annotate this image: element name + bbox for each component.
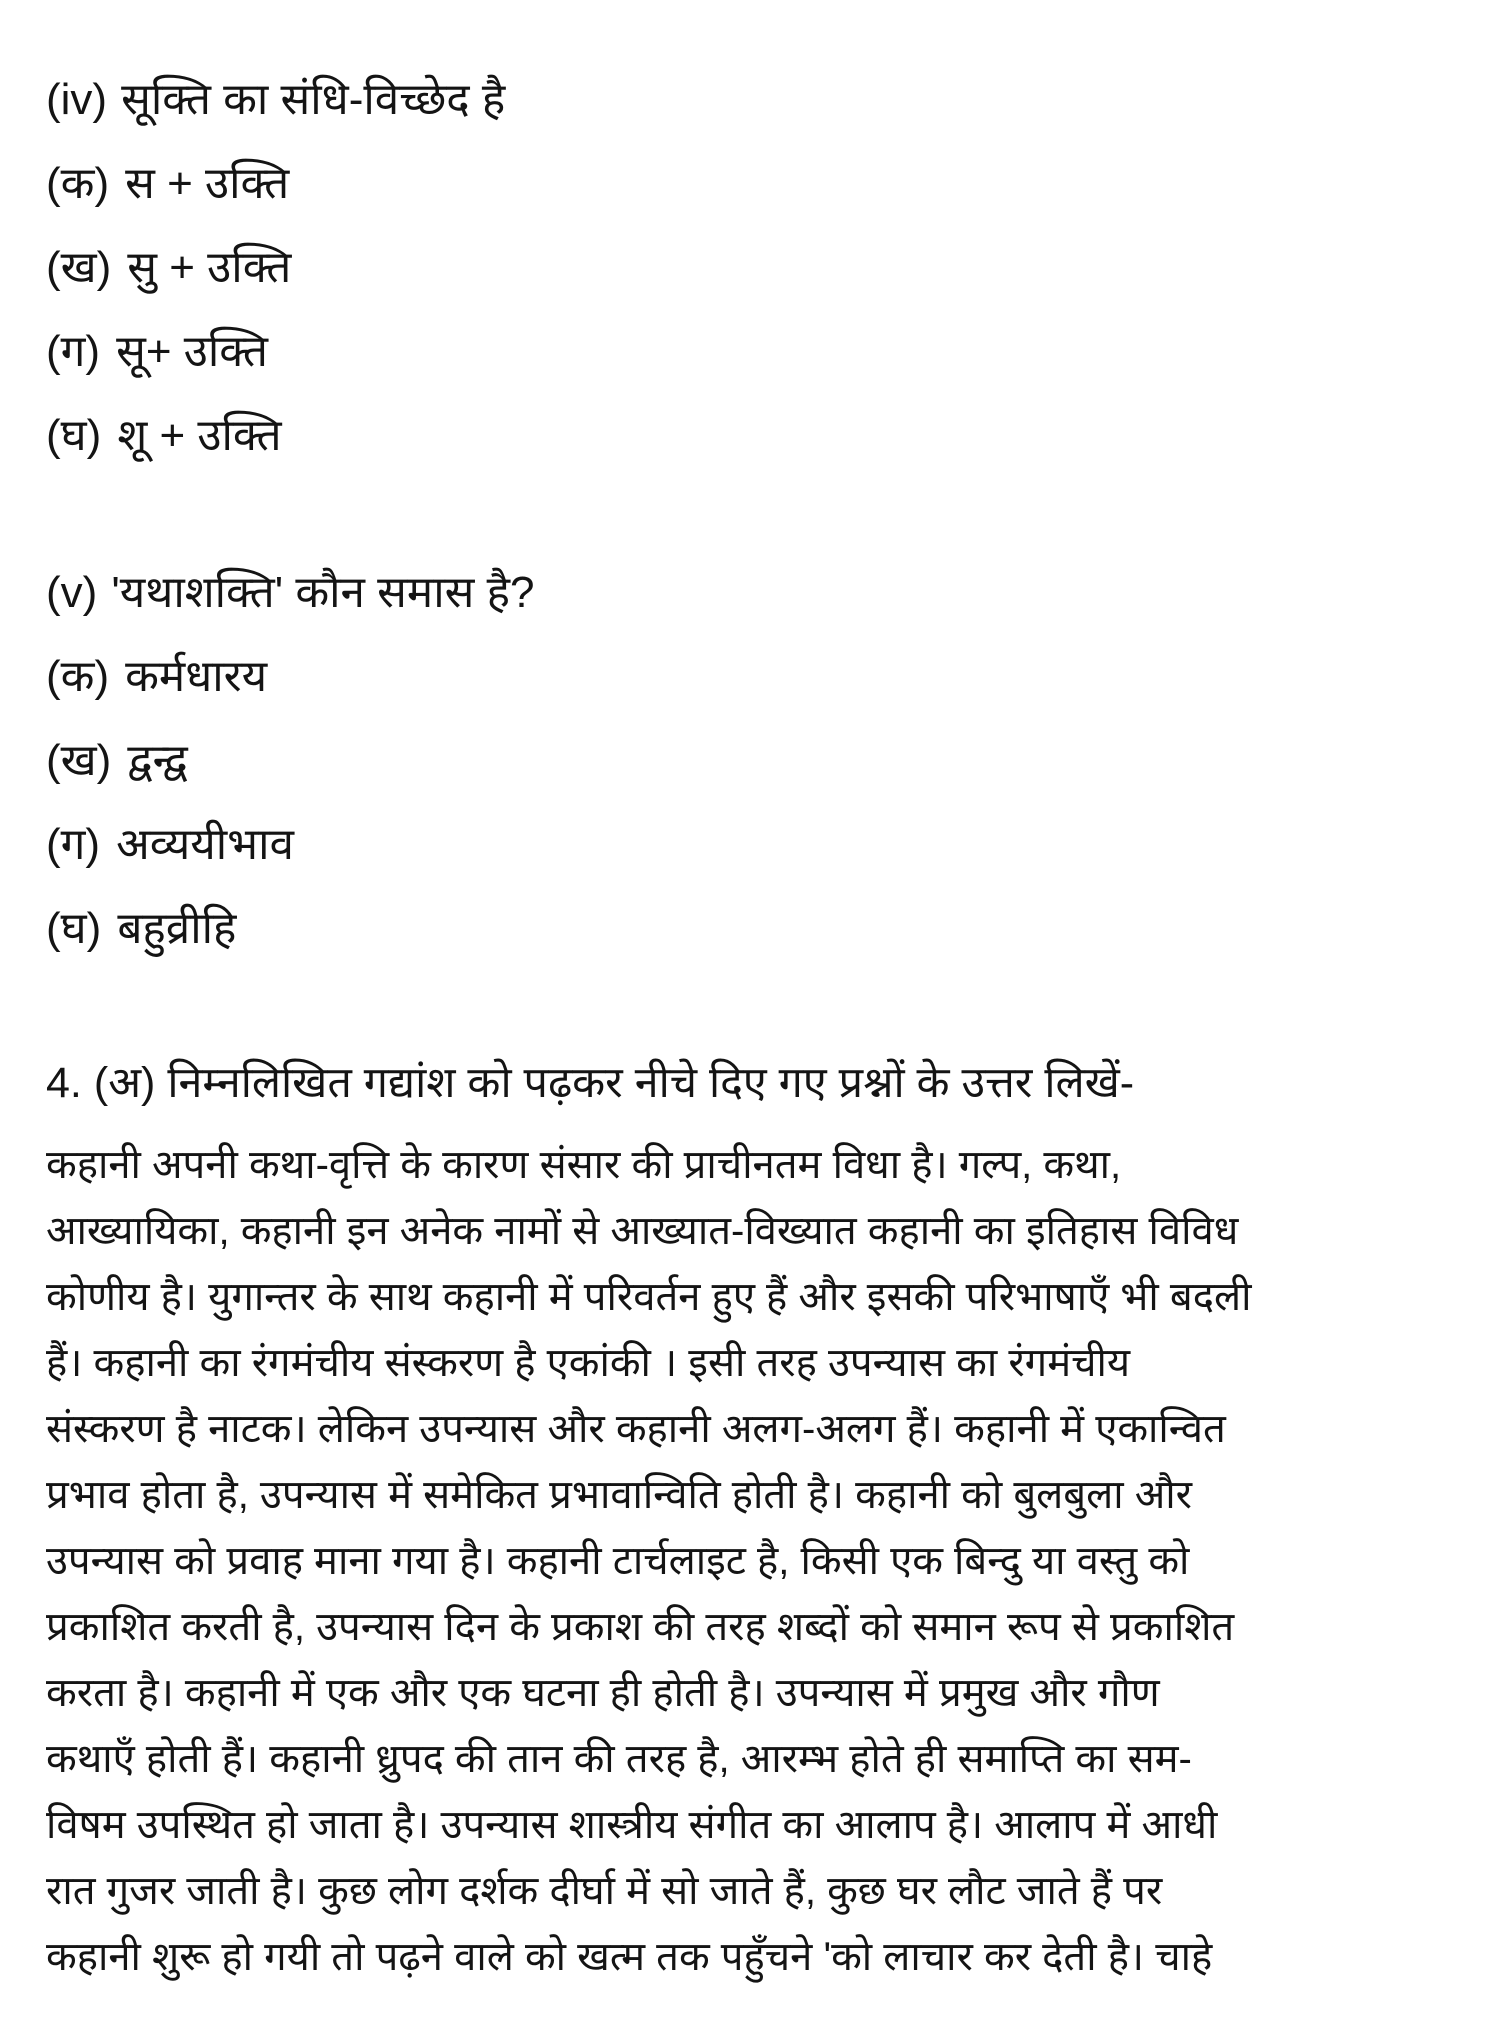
option-row <box>46 719 1469 803</box>
option-row <box>46 226 1469 310</box>
question-number: (v) <box>46 568 98 617</box>
option-label: (घ) <box>46 904 102 953</box>
option-row <box>46 635 1469 719</box>
option-label: (ख) <box>46 243 112 292</box>
option-text: द्वन्द्व <box>127 736 188 785</box>
section-heading <box>46 1041 1469 1125</box>
passage-line: कहानी शुरू हो गयी तो पढ़ने वाले को खत्म तक पहुँचने 'को लाचार कर देती है। चाहे <box>46 1935 1213 1979</box>
option-text: स + उक्ति <box>125 159 290 208</box>
option-label: (ग) <box>46 820 101 869</box>
question-v-block <box>46 551 1469 971</box>
section-number: 4. <box>46 1059 82 1107</box>
option-text: अव्ययीभाव <box>116 820 294 869</box>
passage-line: रात गुजर जाती है। कुछ लोग दर्शक दीर्घा में सो जाते हैं, कुछ घर लौट जाते हैं पर <box>46 1869 1163 1913</box>
option-label: (क) <box>46 652 110 701</box>
question-prompt: 'यथाशक्ति' कौन समास है? <box>111 568 535 617</box>
passage-line: विषम उपस्थित हो जाता है। उपन्यास शास्त्रीय संगीत का आलाप है। आलाप में आधी <box>46 1803 1218 1847</box>
section-instruction: निम्नलिखित गद्यांश को पढ़कर नीचे दिए गए प्रश्नों के उत्तर लिखें- <box>167 1059 1135 1107</box>
option-row <box>46 310 1469 394</box>
question-line <box>46 551 1469 635</box>
passage <box>46 1132 1469 1990</box>
option-text: सु + उक्ति <box>127 243 292 292</box>
option-row <box>46 394 1469 478</box>
passage-line: प्रकाशित करती है, उपन्यास दिन के प्रकाश की तरह शब्दों को समान रूप से प्रकाशित <box>46 1605 1235 1649</box>
option-label: (क) <box>46 159 110 208</box>
option-row <box>46 803 1469 887</box>
section-part: (अ) <box>93 1059 156 1107</box>
passage-line: उपन्यास को प्रवाह माना गया है। कहानी टार्चलाइट है, किसी एक बिन्दु या वस्तु को <box>46 1539 1190 1583</box>
question-number: (iv) <box>46 75 108 124</box>
passage-line: संस्करण है नाटक। लेकिन उपन्यास और कहानी अलग-अलग हैं। कहानी में एकान्वित <box>46 1407 1226 1451</box>
passage-line: कोणीय है। युगान्तर के साथ कहानी में परिवर्तन हुए हैं और इसकी परिभाषाएँ भी बदली <box>46 1275 1252 1319</box>
question-line <box>46 58 1469 142</box>
option-text: कर्मधारय <box>125 652 268 701</box>
passage-line: प्रभाव होता है, उपन्यास में समेकित प्रभावान्विति होती है। कहानी को बुलबुला और <box>46 1473 1192 1517</box>
question-iv-block <box>46 58 1469 478</box>
passage-line: आख्यायिका, कहानी इन अनेक नामों से आख्यात-विख्यात कहानी का इतिहास विविध <box>46 1209 1239 1253</box>
option-text: बहुव्रीहि <box>117 904 237 953</box>
passage-line: कथाएँ होती हैं। कहानी ध्रुपद की तान की तरह है, आरम्भ होते ही समाप्ति का सम- <box>46 1737 1192 1781</box>
option-row <box>46 142 1469 226</box>
option-text: शू + उक्ति <box>117 411 282 460</box>
passage-line: हैं। कहानी का रंगमंचीय संस्करण है एकांकी । इसी तरह उपन्यास का रंगमंचीय <box>46 1341 1131 1385</box>
option-row <box>46 887 1469 971</box>
question-prompt: सूक्ति का संधि-विच्छेद है <box>121 75 506 124</box>
passage-line: करता है। कहानी में एक और एक घटना ही होती है। उपन्यास में प्रमुख और गौण <box>46 1671 1160 1715</box>
option-text: सू+ उक्ति <box>116 327 268 376</box>
option-label: (ग) <box>46 327 101 376</box>
passage-line: कहानी अपनी कथा-वृत्ति के कारण संसार की प्राचीनतम विधा है। गल्प, कथा, <box>46 1143 1122 1187</box>
option-label: (घ) <box>46 411 102 460</box>
option-label: (ख) <box>46 736 112 785</box>
